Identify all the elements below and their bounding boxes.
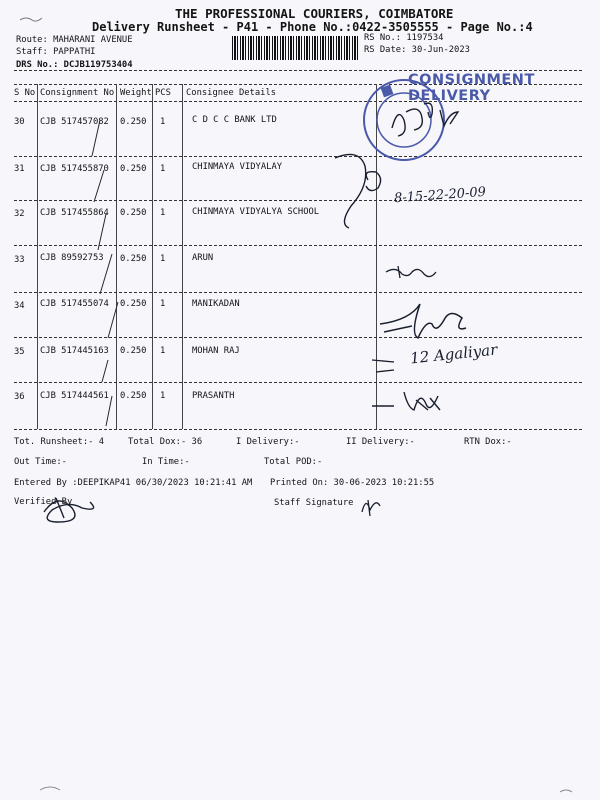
row-weight: 0.250 [120, 299, 147, 309]
rs-number: RS No.: 1197534 [364, 33, 444, 43]
row-weight: 0.250 [120, 208, 147, 218]
stamp-signature [392, 103, 458, 136]
row-consignment: CJB 517455870 [40, 164, 109, 174]
row-pcs: 1 [160, 254, 166, 264]
row-weight: 0.250 [120, 391, 147, 401]
row-sno: 33 [14, 255, 25, 265]
company-title: THE PROFESSIONAL COURIERS, COIMBATORE [175, 6, 454, 21]
signature-row34 [380, 304, 466, 338]
row-consignment: CJB 89592753 [40, 253, 104, 263]
rtn-dox: RTN Dox:- [464, 437, 512, 447]
stamp-heading: CONSIGNMENT DELIVERY [408, 72, 535, 104]
ii-delivery: II Delivery:- [346, 437, 415, 447]
col-sno: S No [14, 88, 36, 98]
row-weight: 0.250 [120, 254, 147, 264]
row-pcs: 1 [160, 299, 166, 309]
row-consignment: CJB 517444561 [40, 391, 109, 401]
signature-row35-mark [372, 360, 394, 372]
entered-by: Entered By :DEEPIKAP41 06/30/2023 10:21:41 AM [14, 478, 253, 488]
scribble-mark [20, 18, 42, 21]
in-time: In Time:- [142, 457, 190, 467]
col-pcs: PCS [155, 88, 171, 98]
row-consignee: CHINMAYA VIDYALYA SCHOOL [192, 207, 320, 217]
col-consignment: Consignment No [40, 88, 115, 98]
runsheet-subtitle: Delivery Runsheet - P41 - Phone No.:0422-3505555 - Page No.:4 [92, 20, 533, 34]
handwritten-note-row32: 8-15-22-20-09 [393, 184, 487, 207]
row-sno: 32 [14, 209, 25, 219]
verified-by: Verified By [14, 497, 73, 507]
i-delivery: I Delivery:- [236, 437, 300, 447]
total-runsheet: Tot. Runsheet:- 4 [14, 437, 105, 447]
row-consignee: PRASANTH [192, 391, 235, 401]
col-weight: Weight [120, 88, 152, 98]
row-sno: 34 [14, 301, 25, 311]
handwritten-note-row35: 12 Agaliyar [409, 340, 499, 368]
col-consignee: Consignee Details [186, 88, 277, 98]
row-consignee: MOHAN RAJ [192, 346, 240, 356]
row-consignee: CHINMAYA VIDYALAY [192, 162, 283, 172]
row-weight: 0.250 [120, 346, 147, 356]
verified-signature [44, 498, 94, 522]
strike-marks [92, 120, 118, 426]
printed-on: Printed On: 30-06-2023 10:21:55 [270, 478, 435, 488]
row-pcs: 1 [160, 208, 166, 218]
row-consignee: ARUN [192, 253, 214, 263]
row-weight: 0.250 [120, 117, 147, 127]
staff-label: Staff: PAPPATHI [16, 47, 96, 57]
row-pcs: 1 [160, 391, 166, 401]
rs-date: RS Date: 30-Jun-2023 [364, 45, 470, 55]
row-consignee: MANIKADAN [192, 299, 240, 309]
route-label: Route: MAHARANI AVENUE [16, 35, 133, 45]
row-consignment: CJB 517457082 [40, 117, 109, 127]
row-consignment: CJB 517445163 [40, 346, 109, 356]
staff-signature [362, 500, 380, 516]
row-consignment: CJB 517455074 [40, 299, 109, 309]
row-sno: 30 [14, 117, 25, 127]
row-sno: 35 [14, 347, 25, 357]
total-pod: Total POD:- [264, 457, 323, 467]
row-pcs: 1 [160, 346, 166, 356]
row-weight: 0.250 [120, 164, 147, 174]
signature-row36 [372, 392, 440, 410]
signature-row31 [335, 154, 381, 228]
row-sno: 31 [14, 164, 25, 174]
row-pcs: 1 [160, 164, 166, 174]
row-sno: 36 [14, 392, 25, 402]
staff-signature-label: Staff Signature [274, 498, 354, 508]
scan-mark [40, 787, 572, 792]
row-pcs: 1 [160, 117, 166, 127]
out-time: Out Time:- [14, 457, 67, 467]
total-dox: Total Dox:- 36 [128, 437, 203, 447]
row-consignee: C D C C BANK LTD [192, 115, 277, 125]
drs-number: DRS No.: DCJB119753404 [16, 60, 133, 70]
row-consignment: CJB 517455864 [40, 208, 109, 218]
signature-row33 [386, 266, 436, 278]
